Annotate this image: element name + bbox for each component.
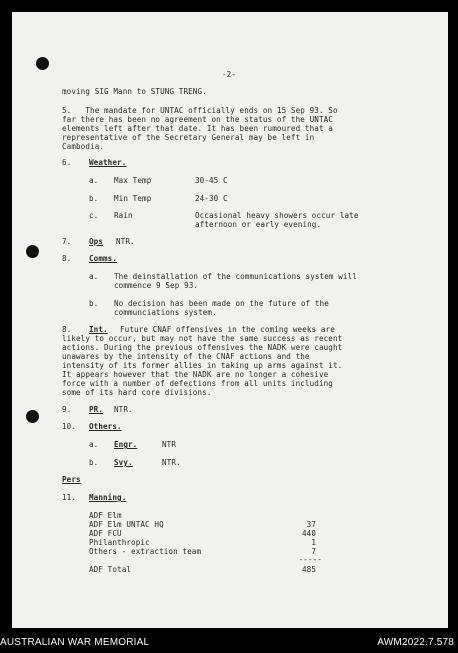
weather-item-c-value: Occasional heavy showers occur late (195, 211, 359, 220)
intel-num: 8. (62, 325, 72, 334)
intel-first-line: Future CNAF offensives in the coming weeks are (120, 325, 335, 334)
weather-num: 6. (62, 158, 72, 167)
manning-row-label: ADF Elm UNTAC HQ (89, 520, 164, 529)
footer-accession-number: AWM2022.7.578 (377, 637, 454, 648)
manning-total-value: 485 (301, 565, 316, 574)
manning-row-label: Others - extraction team (89, 547, 202, 556)
weather-item-a-letter: a. (89, 176, 99, 185)
intel-line-3: actions. During the previous offensives the NADK were caught (62, 343, 343, 352)
comms-item-a-line-2: commence 9 Sep 93. (114, 281, 199, 290)
ops-num: 7. (62, 237, 72, 246)
weather-item-a-label: Max Temp (114, 176, 152, 185)
para5-line-5: Cambodia. (62, 142, 105, 151)
comms-heading: Comms. (89, 254, 118, 263)
manning-row-value: 37 (306, 520, 316, 529)
weather-item-c-value-cont: afternoon or early evening. (195, 220, 322, 229)
intel-line-2: likely to occur, but may not have the same success as recent (62, 334, 343, 343)
footer-credit: AUSTRALIAN WAR MEMORIAL (0, 637, 150, 648)
manning-group-label: ADF Elm (89, 511, 122, 520)
intro-line: moving SIG Mann to STUNG TRENG. (62, 87, 207, 96)
others-heading: Others. (89, 422, 122, 431)
comms-item-a-letter: a. (89, 272, 99, 281)
weather-heading: Weather. (89, 158, 127, 167)
page-number: -2- (222, 70, 237, 79)
others-item-b-value: NTR. (162, 458, 181, 467)
intel-line-4: unawares by the intensity of the CNAF actions and the (62, 352, 310, 361)
pers-heading: Pers (62, 475, 81, 484)
comms-item-b-line-1: No decision has been made on the future of the (114, 299, 329, 308)
comms-num: 8. (62, 254, 72, 263)
others-item-a-value: NTR (162, 440, 177, 449)
manning-total-label: ADF Total (89, 565, 132, 574)
others-item-b-letter: b. (89, 458, 99, 467)
manning-row-value: 1 (311, 538, 316, 547)
comms-item-b-line-2: communciations system. (114, 308, 217, 317)
document-page (12, 12, 448, 628)
pr-num: 9. (62, 405, 72, 414)
ops-text: NTR. (116, 237, 135, 246)
punch-hole-bottom (26, 410, 39, 423)
intel-heading: Int. (89, 325, 108, 334)
intel-line-5: intensity of its former allies in taking up arms against it. (62, 361, 343, 370)
others-item-b-label: Svy. (114, 458, 133, 467)
para5-line-3: elements left after that date. It has been rumoured that a (62, 124, 333, 133)
manning-num: 11. (62, 493, 77, 502)
punch-hole-middle (26, 245, 39, 258)
manning-row-value: 440 (301, 529, 316, 538)
para5-line-4: representative of the Secretary General may be left in (62, 133, 315, 142)
para5-line-1: 5. The mandate for UNTAC officially ends on 15 Sep 93. So (62, 106, 338, 115)
intel-line-8: some of its hard core divisions. (62, 388, 212, 397)
others-item-a-letter: a. (89, 440, 99, 449)
ops-heading: Ops (89, 237, 104, 246)
weather-item-b-label: Min Temp (114, 194, 152, 203)
comms-item-b-letter: b. (89, 299, 99, 308)
weather-item-b-letter: b. (89, 194, 99, 203)
manning-heading: Manning. (89, 493, 127, 502)
weather-item-c-label: Rain (114, 211, 133, 220)
pr-heading: PR. (89, 405, 104, 414)
others-item-a-label: Engr. (114, 440, 138, 449)
pr-text: NTR. (114, 405, 133, 414)
weather-item-a-value: 30-45 C (195, 176, 228, 185)
intel-line-7: force with a number of defections from all units including (62, 379, 333, 388)
manning-row-label: ADF FCU (89, 529, 122, 538)
intel-line-6: It appears however that the NADK are no longer a cohesive (62, 370, 329, 379)
comms-item-a-line-1: The deinstallation of the communications system will (114, 272, 357, 281)
manning-divider: ----- (298, 555, 322, 564)
others-num: 10. (62, 422, 77, 431)
manning-row-value: 7 (311, 547, 316, 556)
weather-item-c-letter: c. (89, 211, 99, 220)
punch-hole-top (36, 57, 49, 70)
weather-item-b-value: 24-30 C (195, 194, 228, 203)
para5-line-2: far there has been no agreement on the status of the UNTAC (62, 115, 333, 124)
manning-row-label: Philanthropic (89, 538, 150, 547)
